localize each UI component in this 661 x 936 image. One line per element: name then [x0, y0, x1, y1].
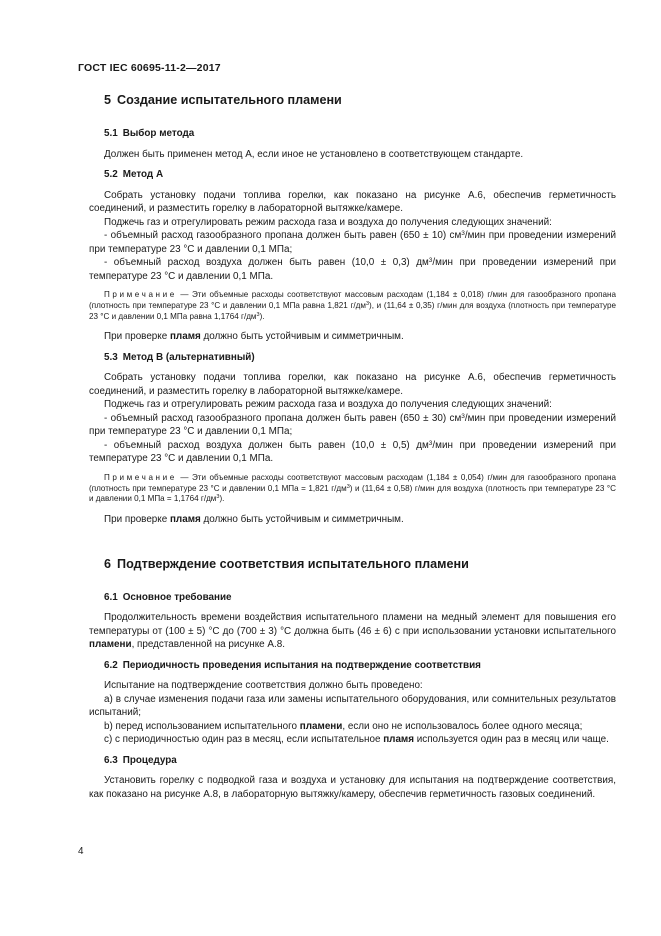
superscript: 3 [461, 412, 465, 420]
list-item: - объемный расход воздуха должен быть равен (10,0 ± 0,3) $дм^3$/мин при проведении измерений при температуре 23 °С и давлении 0,1 МПа. [89, 257, 616, 282]
section-number: 5 [104, 93, 112, 107]
note: Примечание — Эти объемные расходы соответствуют массовым расходам (1,184 ± 0,018) г/мин для газообразного пропана (плотность при температуре 23 °С и давлении 0,1 МПа равна 1,821 $г/дм^3$), и (11,64 ± 0,35) г/мин для воздуха (плотность при температуре 23 °С и давлении 0,1 МПа равна 1,1764 $г/дм^3$). [89, 290, 616, 321]
subsection-6-3-heading [104, 754, 616, 768]
paragraph: Установить горелку с подводкой газа и воздуха и установку для испытания на подтверждение соответствия, как показано на рисунке А.8, в лабораторную вытяжку/камеру, обеспечив герметичность газовых соединений. [89, 775, 616, 800]
list-item: а) в случае изменения подачи газа или замены испытательного оборудования, или сомнительных результатов испытаний; [89, 693, 616, 719]
document-header: ГОСТ IEC 60695-11-2—2017 [78, 62, 221, 74]
paragraph: Испытание на подтверждение соответствия должно быть проведено: [104, 680, 423, 692]
subsection-title: Процедура [122, 754, 177, 766]
subsection-6-1-heading [104, 591, 616, 605]
section-5-heading [104, 92, 616, 108]
section-title: Создание испытательного пламени [117, 93, 342, 107]
subsection-5-1-heading [104, 127, 616, 141]
term: пламя [169, 331, 201, 343]
subsection-6-2-heading [104, 659, 616, 673]
subsection-title: Основное требование [122, 591, 232, 603]
superscript: 3 [346, 483, 350, 490]
superscript: 3 [256, 311, 260, 318]
paragraph: Должен быть применен метод А, если иное не установлено в соответствующем стандарте. [104, 148, 524, 160]
subsection-title: Метод В (альтернативный) [122, 351, 255, 363]
paragraph: Собрать установку подачи топлива горелки, как показано на рисунке А.6, обеспечив герметичность соединений, и разместить горелку в лабораторной вытяжке/камере. [89, 189, 616, 214]
list-item: - объемный расход газообразного пропана должен быть равен (650 ± 30) $см^3$/мин при проведении измерений при температуре 23 °С и давлении 0,1 МПа; [89, 412, 616, 438]
subsection-number: 6.1 [104, 591, 118, 603]
term: пламя [383, 734, 414, 746]
superscript: 3 [365, 300, 370, 307]
subsection-title: Метод А [122, 169, 164, 180]
paragraph: Поджечь газ и отрегулировать режим расхода газа и воздуха до получения следующих значений: [104, 399, 552, 411]
paragraph: Собрать установку подачи топлива горелки, как показано на рисунке А.6, обеспечив герметичность соединений, и разместить горелку в лабораторной вытяжке/камере. [89, 372, 616, 397]
note-label: Примечание [104, 472, 177, 482]
subsection-title: Периодичность проведения испытания на подтверждение соответствия [122, 659, 481, 671]
section-title: Подтверждение соответствия испытательного пламени [117, 556, 469, 571]
paragraph: При проверке пламя должно быть устойчивым и симметричным. [104, 514, 404, 526]
subsection-number: 6.2 [104, 659, 118, 671]
list-item: - объемный расход газообразного пропана должен быть равен (650 ± 10) $см^3$/мин при проведении измерений при температуре 23 °С и давлении 0,1 МПа; [89, 230, 616, 255]
subsection-title: Выбор метода [122, 128, 195, 139]
note-label: Примечание [104, 290, 177, 299]
subsection-number: 5.1 [104, 128, 118, 139]
term: пламени [89, 639, 132, 651]
superscript: 3 [428, 439, 433, 447]
term: пламя [169, 514, 201, 526]
section-6-heading [104, 556, 616, 572]
paragraph: При проверке пламя должно быть устойчивым и симметричным. [104, 331, 404, 343]
subsection-number: 6.3 [104, 754, 118, 766]
list-item: - объемный расход воздуха должен быть равен (10,0 ± 0,5) $дм^3$/мин при проведении измерений при температуре 23 °С и давлении 0,1 МПа. [89, 439, 616, 465]
superscript: 3 [461, 230, 465, 237]
superscript: 3 [216, 494, 220, 501]
subsection-5-3-heading [104, 351, 616, 365]
section-number: 6 [104, 556, 112, 571]
list-item: с) с периодичностью один раз в месяц, если испытательное пламя используется один раз в месяц или чаще. [104, 734, 609, 746]
subsection-5-2-heading [104, 168, 616, 182]
page-number: 4 [78, 846, 84, 857]
page-content [89, 92, 616, 801]
superscript: 3 [428, 257, 433, 264]
list-item: b) перед использованием испытательного пламени, если оно не использовалось более одного месяца; [104, 720, 583, 732]
subsection-number: 5.3 [104, 351, 118, 363]
paragraph: Поджечь газ и отрегулировать режим расхода газа и воздуха до получения следующих значений: [104, 216, 552, 228]
paragraph: Продолжительность времени воздействия испытательного пламени на медный элемент для повышения его температуры от (100 ± 5) °С до (700 ± 3) °С должна быть (46 ± 6) с при использовании установки испытательного пламени, представленной на рисунке А.8. [89, 612, 616, 651]
note: Примечание — Эти объемные расходы соответствуют массовым расходам (1,184 ± 0,054) г/мин для газообразного пропана (плотность при температуре 23 °С и давлении 0,1 МПа = 1,821 $г/дм^3$) и (11,64 ± 0,58) г/мин для воздуха (плотность при температуре 23 °С и давлении 0,1 МПа = 1,1764 $г/дм^3$). [89, 472, 616, 504]
subsection-number: 5.2 [104, 169, 118, 180]
term: пламени [299, 720, 343, 732]
